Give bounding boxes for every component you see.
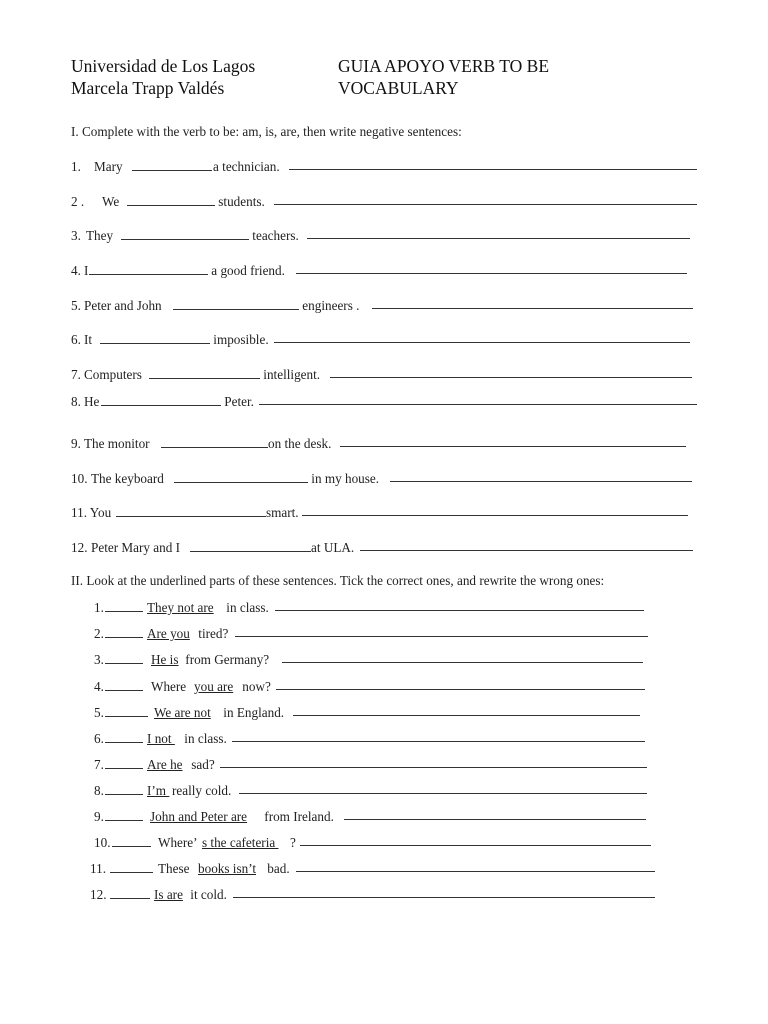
- tick-blank[interactable]: [110, 888, 150, 899]
- negative-sentence-line[interactable]: [372, 298, 693, 309]
- rewrite-line[interactable]: [296, 861, 655, 872]
- answer-blank[interactable]: [116, 506, 266, 517]
- answer-blank[interactable]: [132, 160, 212, 171]
- negative-sentence-line[interactable]: [360, 540, 693, 551]
- negative-sentence-line[interactable]: [259, 394, 697, 405]
- item-number: 9.: [71, 436, 81, 451]
- item-complement: teachers.: [249, 228, 299, 243]
- item-after: bad.: [264, 861, 290, 876]
- item-complement: on the desk.: [268, 436, 332, 451]
- item-after: really cold.: [172, 783, 232, 798]
- section2-instruction: II. Look at the underlined parts of these sentences. Tick the correct ones, and rewrite the wrong ones:: [71, 573, 605, 588]
- item-complement: a technician.: [213, 159, 280, 174]
- answer-blank[interactable]: [100, 333, 210, 344]
- item-after: in class.: [223, 600, 269, 615]
- rewrite-line[interactable]: [293, 705, 640, 716]
- negative-sentence-line[interactable]: [296, 263, 687, 274]
- institution-header: [71, 55, 255, 99]
- answer-blank[interactable]: [161, 437, 268, 448]
- item-before: Where’: [158, 835, 198, 850]
- underlined-part: Are you: [147, 626, 190, 641]
- rewrite-line[interactable]: [220, 757, 647, 768]
- item-number: 1.: [94, 600, 104, 615]
- item-complement: students.: [215, 194, 265, 209]
- item-complement: engineers .: [299, 298, 360, 313]
- item-number: 6.: [94, 731, 104, 746]
- item-number: 12.: [71, 540, 88, 555]
- item-number: 5.: [94, 705, 104, 720]
- item-before: These: [158, 861, 193, 876]
- item-number: 3.: [94, 652, 104, 667]
- negative-sentence-line[interactable]: [390, 471, 692, 482]
- item-subject: I: [84, 263, 89, 278]
- item-subject: It: [84, 332, 96, 347]
- item-complement: Peter.: [221, 394, 254, 409]
- teacher-name: Marcela Trapp Valdés: [71, 78, 225, 98]
- item-number: 8.: [71, 394, 81, 409]
- item-number: 3.: [71, 228, 81, 243]
- item-subject: Peter and John: [84, 298, 162, 313]
- item-number: 12.: [90, 887, 107, 902]
- underlined-part: John and Peter are: [150, 809, 248, 824]
- item-number: 11.: [71, 505, 87, 520]
- tick-blank[interactable]: [105, 810, 143, 821]
- negative-sentence-line[interactable]: [289, 159, 697, 170]
- item-subject: They: [86, 228, 117, 243]
- negative-sentence-line[interactable]: [302, 505, 688, 516]
- underlined-part: Are he: [147, 757, 183, 772]
- item-after: from Germany?: [182, 652, 270, 667]
- worksheet-title: [338, 55, 549, 99]
- item-number: 7.: [94, 757, 104, 772]
- item-number: 4.: [94, 679, 104, 694]
- tick-blank[interactable]: [105, 653, 143, 664]
- tick-blank[interactable]: [105, 784, 143, 795]
- negative-sentence-line[interactable]: [330, 367, 692, 378]
- underlined-part: I not: [147, 731, 175, 746]
- university-name: Universidad de Los Lagos: [71, 56, 256, 76]
- answer-blank[interactable]: [173, 299, 299, 310]
- negative-sentence-line[interactable]: [274, 194, 697, 205]
- underlined-part: They not are: [147, 600, 214, 615]
- rewrite-line[interactable]: [233, 887, 655, 898]
- item-subject: The keyboard: [91, 471, 164, 486]
- answer-blank[interactable]: [174, 472, 308, 483]
- item-number: 10.: [94, 835, 111, 850]
- item-number: 8.: [94, 783, 104, 798]
- answer-blank[interactable]: [121, 229, 249, 240]
- item-after: in England.: [220, 705, 285, 720]
- item-subject: Computers: [84, 367, 142, 382]
- tick-blank[interactable]: [105, 680, 143, 691]
- answer-blank[interactable]: [89, 264, 208, 275]
- tick-blank[interactable]: [105, 601, 143, 612]
- tick-blank[interactable]: [112, 836, 151, 847]
- item-number: 9.: [94, 809, 104, 824]
- item-number: 10.: [71, 471, 88, 486]
- answer-blank[interactable]: [149, 368, 260, 379]
- item-subject: The monitor: [84, 436, 153, 451]
- item-subject: We: [102, 194, 123, 209]
- item-number: 6.: [71, 332, 81, 347]
- item-complement: in my house.: [308, 471, 380, 486]
- item-subject: Peter Mary and I: [91, 540, 180, 555]
- rewrite-line[interactable]: [276, 679, 645, 690]
- underlined-part: you are: [194, 679, 234, 694]
- rewrite-line[interactable]: [232, 731, 645, 742]
- answer-blank[interactable]: [101, 395, 221, 406]
- item-subject: You: [87, 505, 112, 520]
- underlined-part: books isn’t: [198, 861, 257, 876]
- item-number: 4.: [71, 263, 81, 278]
- rewrite-line[interactable]: [344, 809, 646, 820]
- item-after: now?: [239, 679, 271, 694]
- rewrite-line[interactable]: [235, 626, 648, 637]
- underlined-part: I’m: [147, 783, 170, 798]
- underlined-part: We are not: [154, 705, 211, 720]
- negative-sentence-line[interactable]: [340, 436, 686, 447]
- item-number: 2.: [94, 626, 104, 641]
- item-after: in class.: [181, 731, 227, 746]
- item-number: 2 .: [71, 194, 85, 209]
- item-complement: intelligent.: [260, 367, 321, 382]
- item-subject: Mary: [94, 159, 126, 174]
- item-complement: a good friend.: [208, 263, 285, 278]
- item-number: 11.: [90, 861, 106, 876]
- rewrite-line[interactable]: [300, 835, 651, 846]
- item-number: 1.: [71, 159, 81, 174]
- underlined-part: Is are: [154, 887, 183, 902]
- item-number: 5.: [71, 298, 81, 313]
- negative-sentence-line[interactable]: [307, 228, 690, 239]
- answer-blank[interactable]: [190, 541, 311, 552]
- tick-blank[interactable]: [105, 758, 143, 769]
- item-complement: imposible.: [210, 332, 269, 347]
- answer-blank[interactable]: [127, 195, 215, 206]
- title-line-2: VOCABULARY: [338, 78, 459, 98]
- item-complement: at ULA.: [311, 540, 355, 555]
- negative-sentence-line[interactable]: [274, 332, 690, 343]
- section1-instruction: I. Complete with the verb to be: am, is, are, then write negative sentences:: [71, 124, 462, 139]
- tick-blank[interactable]: [105, 706, 148, 717]
- item-after: ?: [290, 835, 296, 850]
- rewrite-line[interactable]: [275, 600, 644, 611]
- item-after: it cold.: [187, 887, 227, 902]
- item-number: 7.: [71, 367, 81, 382]
- item-subject: He: [84, 394, 100, 409]
- title-line-1: GUIA APOYO VERB TO BE: [338, 56, 550, 76]
- item-after: from Ireland.: [261, 809, 334, 824]
- rewrite-line[interactable]: [239, 783, 647, 794]
- item-before: Where: [151, 679, 190, 694]
- rewrite-line[interactable]: [282, 652, 643, 663]
- tick-blank[interactable]: [105, 732, 143, 743]
- item-after: sad?: [188, 757, 215, 772]
- item-after: tired?: [195, 626, 229, 641]
- underlined-part: He is: [151, 652, 179, 667]
- tick-blank[interactable]: [110, 862, 153, 873]
- item-complement: smart.: [266, 505, 299, 520]
- underlined-part: s the cafeteria: [202, 835, 279, 850]
- tick-blank[interactable]: [105, 627, 143, 638]
